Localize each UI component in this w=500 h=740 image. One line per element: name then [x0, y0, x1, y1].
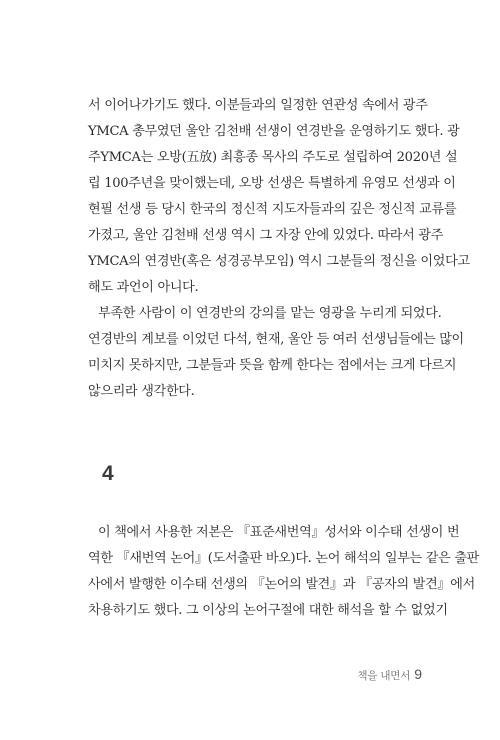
running-footer — [330, 664, 422, 683]
text-line: 않으리라 생각한다. — [88, 384, 195, 399]
text-line: YMCA의 연경반(혹은 성경공부모임) 역시 그분들의 정신을 이었다고 — [88, 254, 470, 269]
text-line: 이 책에서 사용한 저본은 『표준새번역』성서와 이수태 선생이 번 — [98, 525, 460, 540]
text-line: 해도 과언이 아니다. — [88, 280, 199, 295]
text-line: 역한 『새번역 논어』(도서출판 바오)다. 논어 해석의 일부는 같은 출판 — [88, 551, 480, 566]
text-line: 사에서 발행한 이수태 선생의 『논어의 발견』과 『공자의 발견』에서 — [88, 577, 475, 592]
text-line: 부족한 사람이 이 연경반의 강의를 맡는 영광을 누리게 되었다. — [98, 306, 442, 321]
section-number: 4 — [102, 462, 114, 485]
text-line: YMCA 총무였던 울안 김천배 선생이 연경반을 운영하기도 했다. 광 — [88, 124, 460, 139]
text-line: 주YMCA는 오방(五放) 최흥종 목사의 주도로 설립하여 2020년 설 — [88, 150, 458, 165]
footer-chapter-title: 책을 내면서 — [357, 670, 411, 682]
text-line: 현필 선생 등 당시 한국의 정신적 지도자들과의 깊은 정신적 교류를 — [88, 202, 457, 217]
text-line: 가졌고, 울안 김천배 선생 역시 그 자장 안에 있었다. 따라서 광주 — [88, 228, 444, 243]
text-line: 미치지 못하지만, 그분들과 뜻을 함께 한다는 점에서는 크게 다르지 — [88, 358, 457, 373]
text-line: 서 이어나가기도 했다. 이분들과의 일정한 연관성 속에서 광주 — [88, 98, 428, 113]
text-line: 연경반의 계보를 이었던 다석, 현재, 울안 등 여러 선생님들에는 많이 — [88, 332, 464, 347]
page-number: 9 — [414, 666, 422, 682]
text-line: 립 100주년을 맞이했는데, 오방 선생은 특별하게 유영모 선생과 이 — [88, 176, 456, 191]
text-line: 차용하기도 했다. 그 이상의 논어구절에 대한 해석을 할 수 없었기 — [88, 603, 448, 618]
